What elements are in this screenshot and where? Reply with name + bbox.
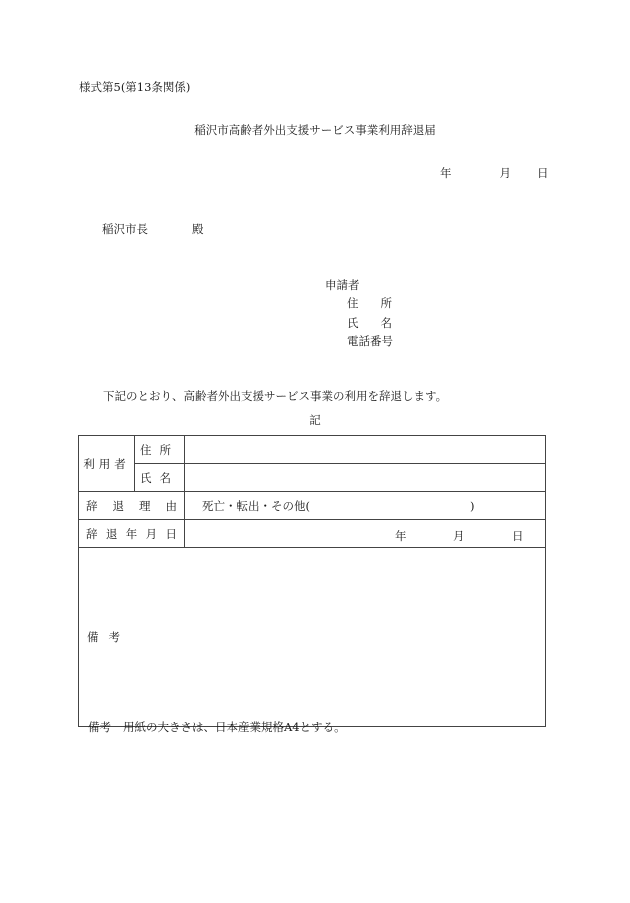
withdrawal-date-month: 月 xyxy=(453,529,465,543)
applicant-name-char-1: 氏 xyxy=(347,316,359,330)
footnote xyxy=(88,722,346,734)
date-year: 年 xyxy=(440,166,452,180)
intro-text: 下記のとおり、高齢者外出支援サービス事業の利用を辞退します。 xyxy=(103,389,448,403)
reason-label: 辞退理由 xyxy=(79,492,185,520)
applicant-address-char-2: 所 xyxy=(380,296,392,310)
user-address-label: 住所 xyxy=(135,436,185,464)
footnote-text: 用紙の大きさは、日本産業規格A4とする。 xyxy=(123,720,346,734)
addressee-honorific: 殿 xyxy=(192,222,204,236)
ki-heading: 記 xyxy=(309,413,321,427)
document-title: 稲沢市高齢者外出支援サービス事業利用辞退届 xyxy=(194,123,436,137)
applicant-address-label xyxy=(347,298,392,310)
withdrawal-form-table xyxy=(78,435,546,727)
reason-options: 死亡・転出・その他( xyxy=(202,498,310,513)
reason-close-paren: ) xyxy=(470,498,475,513)
notes-field[interactable] xyxy=(79,548,546,727)
applicant-address-char-1: 住 xyxy=(347,296,359,310)
footnote-label: 備考 xyxy=(88,720,111,734)
withdrawal-date-day: 日 xyxy=(512,529,524,543)
addressee-name: 稲沢市長 xyxy=(102,222,148,236)
user-label: 利用者 xyxy=(79,436,135,492)
withdrawal-date-field[interactable] xyxy=(185,520,546,548)
applicant-phone-label: 電話番号 xyxy=(347,334,393,348)
applicant-label: 申請者 xyxy=(325,278,360,292)
date-month: 月 xyxy=(499,166,511,180)
applicant-name-label xyxy=(347,318,392,330)
withdrawal-date-label: 辞退年月日 xyxy=(79,520,185,548)
user-name-label: 氏名 xyxy=(135,464,185,492)
form-number: 様式第5(第13条関係) xyxy=(79,80,191,94)
addressee xyxy=(102,224,204,236)
applicant-name-char-2: 名 xyxy=(380,316,392,330)
user-address-field[interactable] xyxy=(185,436,546,464)
submission-date xyxy=(440,168,549,180)
date-day: 日 xyxy=(537,166,549,180)
notes-label: 備考 xyxy=(87,630,130,644)
withdrawal-date-year: 年 xyxy=(395,529,407,543)
user-name-field[interactable] xyxy=(185,464,546,492)
reason-field[interactable] xyxy=(185,492,546,520)
